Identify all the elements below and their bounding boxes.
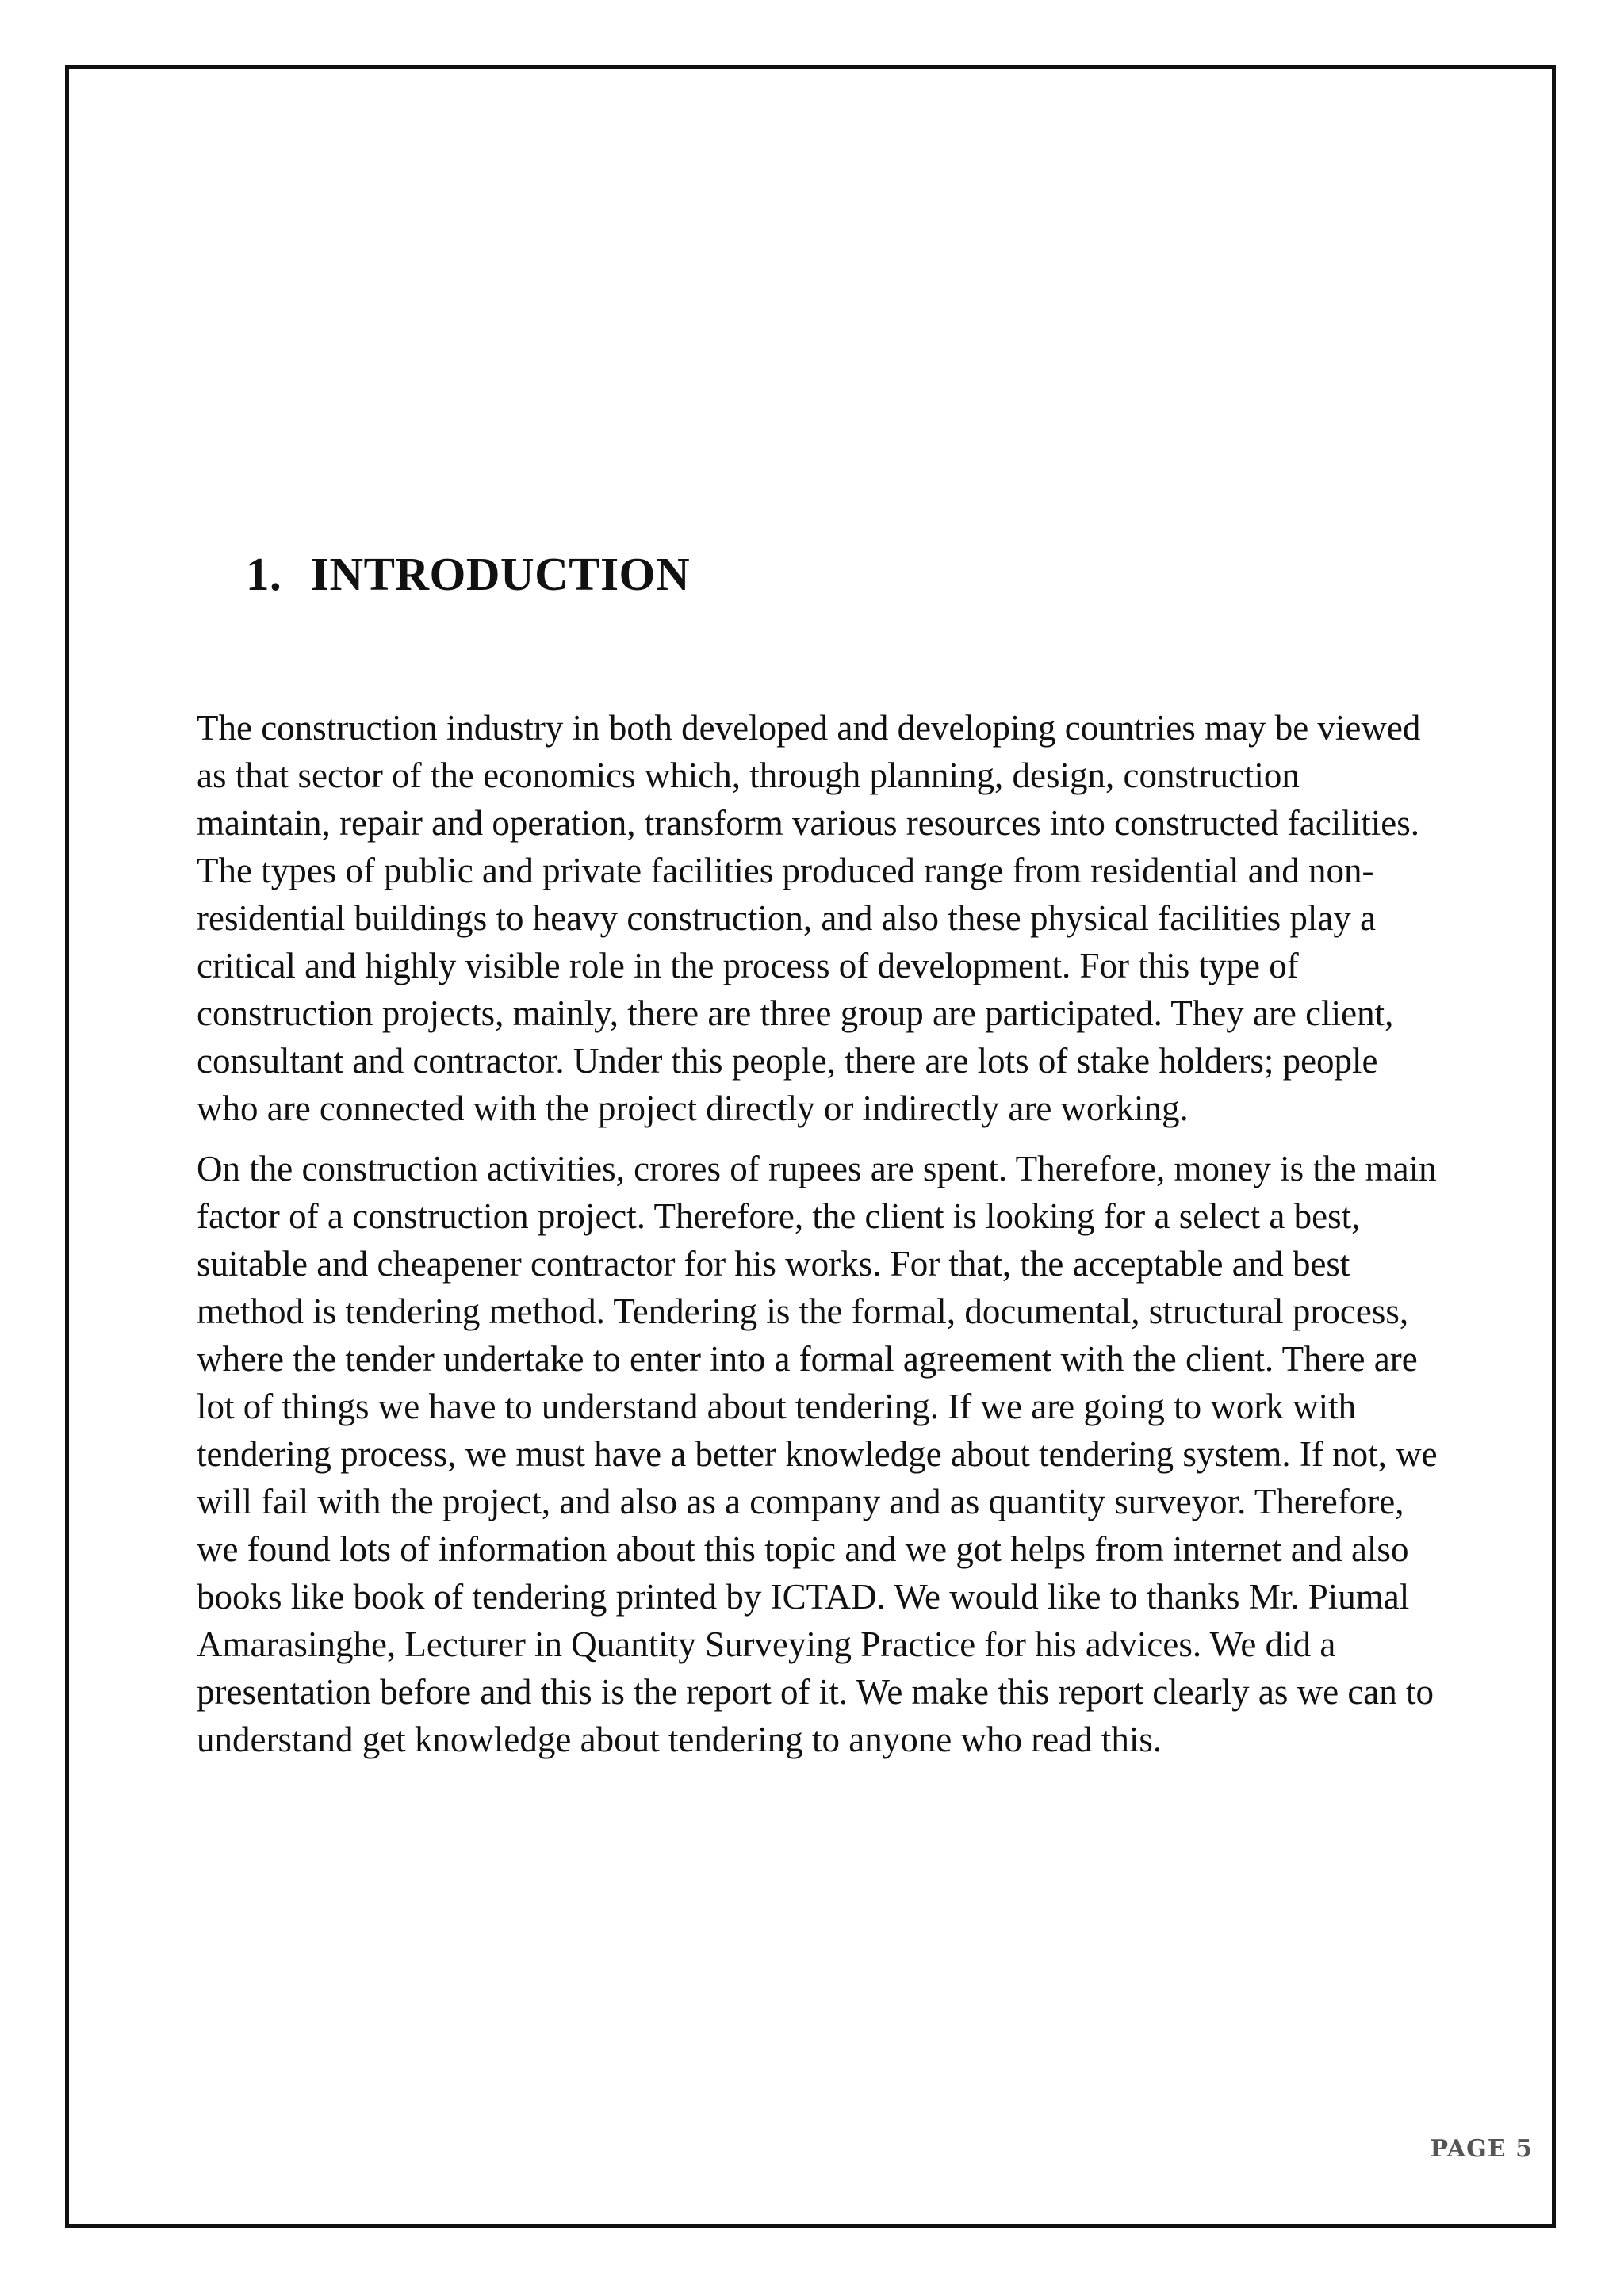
section-number: 1. [246, 548, 282, 600]
paragraph-line: method is tendering method. Tendering is the formal, documental, structural process, [197, 1292, 1409, 1331]
paragraph-line: critical and highly visible role in the process of development. For this type of [197, 946, 1299, 985]
body-text [197, 704, 1545, 1776]
paragraph-line: consultant and contractor. Under this people, there are lots of stake holders; people [197, 1041, 1378, 1081]
paragraph-line: where the tender undertake to enter into a formal agreement with the client. There are [197, 1339, 1418, 1379]
paragraph-line: understand get knowledge about tendering to anyone who read this. [197, 1720, 1162, 1759]
section-heading [246, 547, 690, 602]
paragraph-line: maintain, repair and operation, transform various resources into constructed facilities. [197, 803, 1419, 843]
paragraph-1 [197, 704, 1545, 1132]
section-title: INTRODUCTION [311, 548, 691, 600]
paragraph-line: residential buildings to heavy construction, and also these physical facilities play a [197, 898, 1377, 938]
paragraph-line: who are connected with the project directly or indirectly are working. [197, 1089, 1189, 1128]
paragraph-line: The construction industry in both developed and developing countries may be viewed [197, 708, 1421, 748]
paragraph-line: books like book of tendering printed by ICTAD. We would like to thanks Mr. Piumal [197, 1577, 1410, 1617]
paragraph-line: lot of things we have to understand about tendering. If we are going to work with [197, 1387, 1357, 1426]
paragraph-line: as that sector of the economics which, through planning, design, construction [197, 756, 1300, 795]
page-number: PAGE 5 [1430, 2135, 1533, 2163]
paragraph-line: will fail with the project, and also as a company and as quantity surveyor. Therefore, [197, 1482, 1404, 1521]
paragraph-2 [197, 1145, 1545, 1763]
paragraph-line: factor of a construction project. Therefore, the client is looking for a select a best, [197, 1196, 1361, 1236]
paragraph-line: we found lots of information about this topic and we got helps from internet and also [197, 1529, 1409, 1569]
paragraph-line: tendering process, we must have a better knowledge about tendering system. If not, we [197, 1434, 1438, 1474]
paragraph-line: Amarasinghe, Lecturer in Quantity Surveying Practice for his advices. We did a [197, 1624, 1336, 1664]
paragraph-line: The types of public and private facilities produced range from residential and non- [197, 851, 1374, 890]
paragraph-line: On the construction activities, crores of rupees are spent. Therefore, money is the main [197, 1149, 1437, 1188]
paragraph-line: construction projects, mainly, there are three group are participated. They are client, [197, 993, 1394, 1033]
paragraph-line: suitable and cheapener contractor for his works. For that, the acceptable and best [197, 1244, 1350, 1284]
paragraph-line: presentation before and this is the report of it. We make this report clearly as we can to [197, 1672, 1434, 1712]
